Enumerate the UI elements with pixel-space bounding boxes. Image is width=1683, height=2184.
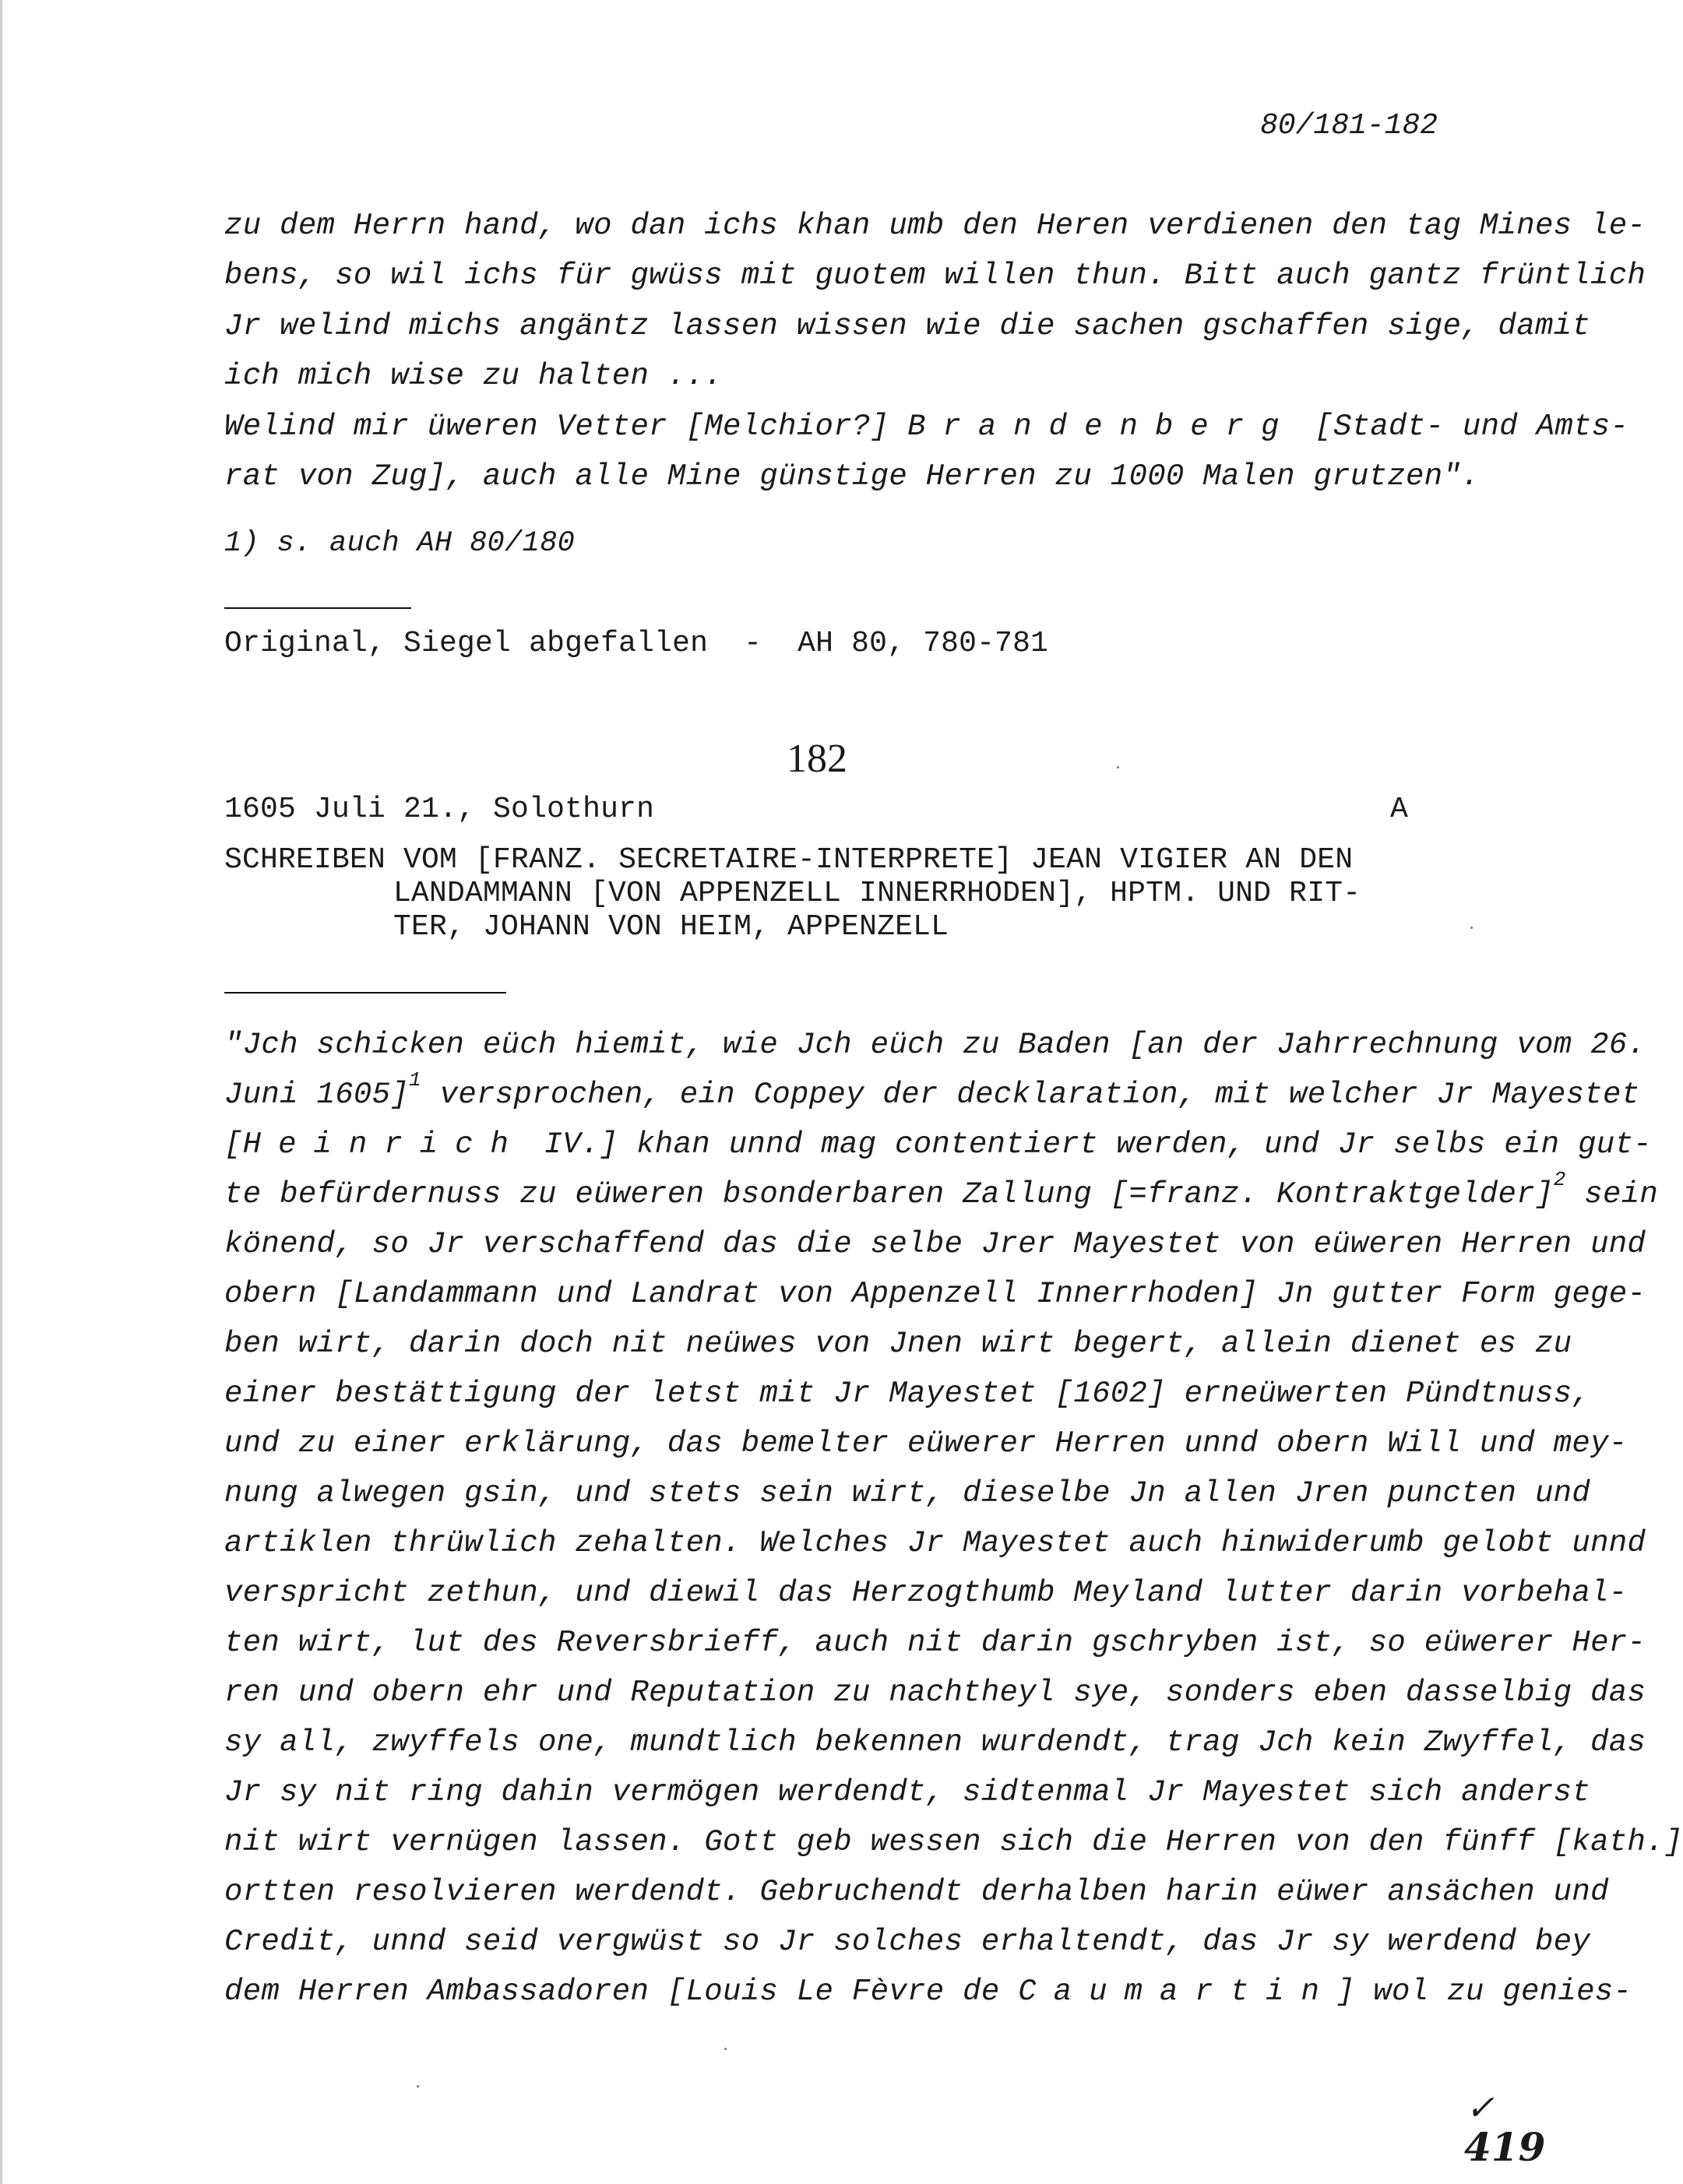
body-text: ] wol zu genies- [1336,1975,1632,2009]
body-line: Credit, unnd seid vergwüst so Jr solches erhaltendt, das Jr sy werdend bey [224,1925,1591,1959]
body-text: [ [224,1127,243,1162]
document-letter: A [1390,793,1409,826]
scan-speck [1117,766,1119,768]
body-line: ren und obern ehr und Reputation zu nachtheyl sye, sonders eben dasselbig das [224,1676,1646,1710]
body-line: ben wirt, darin doch nit neüwes von Jnen wirt begert, allein dienet es zu [224,1327,1572,1361]
scan-speck [417,2085,419,2087]
document-number: 182 [787,737,847,781]
body-line: verspricht zethun, und diewil das Herzogthumb Meyland lutter darin vorbehal- [224,1576,1628,1610]
title-line: TER, JOHANN VON HEIM, APPENZELL [393,910,949,944]
date-place: 1605 Juli 21., Solothurn [224,793,655,826]
spaced-name: Caumartin [1018,1975,1336,2009]
body-line: sy all, zwyffels one, mundtlich bekennen wurdendt, trag Jch kein Zwyffel, das [224,1725,1646,1760]
prev-letter-line: bens, so wil ichs für gwüss mit guotem willen thun. Bitt auch gantz früntlich [224,258,1646,293]
body-line: könend, so Jr verschaffend das die selbe Jrer Mayestet von eüweren Herren und [224,1227,1646,1261]
body-text: IV.] khan unnd mag contentiert werden, und Jr selbs ein gut- [525,1127,1652,1162]
prev-letter-text: [Stadt- und Amts- [1315,410,1629,444]
body-text: sein [1565,1177,1659,1212]
body-text: te befürdernuss zu eüweren bsonderbaren Zallung [=franz. Kontraktgelder] [224,1177,1554,1212]
body-line: obern [Landammann und Landrat von Appenzell Innerrhoden] Jn gutter Form gege- [224,1277,1646,1311]
body-line: nit wirt vernügen lassen. Gott geb wessen sich die Herren von den fünff [kath.] [224,1825,1683,1859]
footnote: 1) s. auch AH 80/180 [224,527,576,560]
body-line [224,1127,1652,1162]
body-line [224,1168,1659,1212]
prev-letter-line: zu dem Herrn hand, wo dan ichs khan umb den Heren verdienen den tag Mines le- [224,209,1646,243]
footnote-rule [224,607,411,609]
body-line: einer bestättigung der letst mit Jr Mayestet [1602] erneüwerten Pündtnuss, [224,1377,1591,1411]
spaced-name: Heinrich [242,1127,526,1162]
body-text: Juni 1605] [224,1078,410,1112]
source-note: Original, Siegel abgefallen - AH 80, 780-781 [224,627,1049,660]
page-reference: 80/181-182 [1260,109,1438,142]
scan-speck [1470,927,1473,929]
prev-letter-line: ich mich wise zu halten ... [224,359,724,393]
body-line [224,1975,1632,2009]
body-line: "Jch schicken eüch hiemit, wie Jch eüch zu Baden [an der Jahrrechnung vom 26. [224,1028,1646,1062]
body-line: ortten resolvieren werdendt. Gebruchendt derhalben harin eüwer ansächen und [224,1875,1609,1909]
body-text: versprochen, ein Coppey der decklaration, mit welcher Jr Mayestet [421,1078,1640,1112]
prev-letter-line: rat von Zug], auch alle Mine günstige Herren zu 1000 Malen grutzen". [224,459,1480,494]
scan-speck [724,2048,727,2050]
body-text: dem Herren Ambassadoren [Louis Le Fèvre de [224,1975,1000,2009]
body-line: artiklen thrüwlich zehalten. Welches Jr Mayestet auch hinwiderumb gelobt unnd [224,1526,1646,1560]
body-line: und zu einer erklärung, das bemelter eüwerer Herren unnd obern Will und mey- [224,1426,1628,1461]
body-line: ten wirt, lut des Reversbrieff, auch nit darin gschryben ist, so eüwerer Her- [224,1626,1646,1660]
header-rule [224,992,506,994]
prev-letter-line [224,410,1628,444]
title-line: SCHREIBEN VOM [FRANZ. SECRETAIRE-INTERPRETE] JEAN VIGIER AN DEN [224,843,1354,877]
spaced-name: Brandenberg [907,410,1297,444]
footnote-marker: 2 [1553,1168,1566,1191]
footnote-marker: 1 [409,1068,421,1092]
prev-letter-line: Jr welind michs angäntz lassen wissen wie die sachen gschaffen sige, damit [224,309,1591,343]
prev-letter-text: Welind mir üweren Vetter [Melchior?] [224,410,889,444]
body-line: Jr sy nit ring dahin vermögen werdendt, sidtenmal Jr Mayestet sich anderst [224,1775,1591,1809]
body-line: nung alwegen gsin, und stets sein wirt, dieselbe Jn allen Jren puncten und [224,1476,1591,1511]
body-line [224,1068,1640,1112]
handwritten-page-number: 419 [1464,2124,1546,2170]
title-line: LANDAMMANN [VON APPENZELL INNERRHODEN], HPTM. UND RIT- [393,877,1361,910]
handwritten-check-mark: ✓ [1466,2088,1495,2128]
